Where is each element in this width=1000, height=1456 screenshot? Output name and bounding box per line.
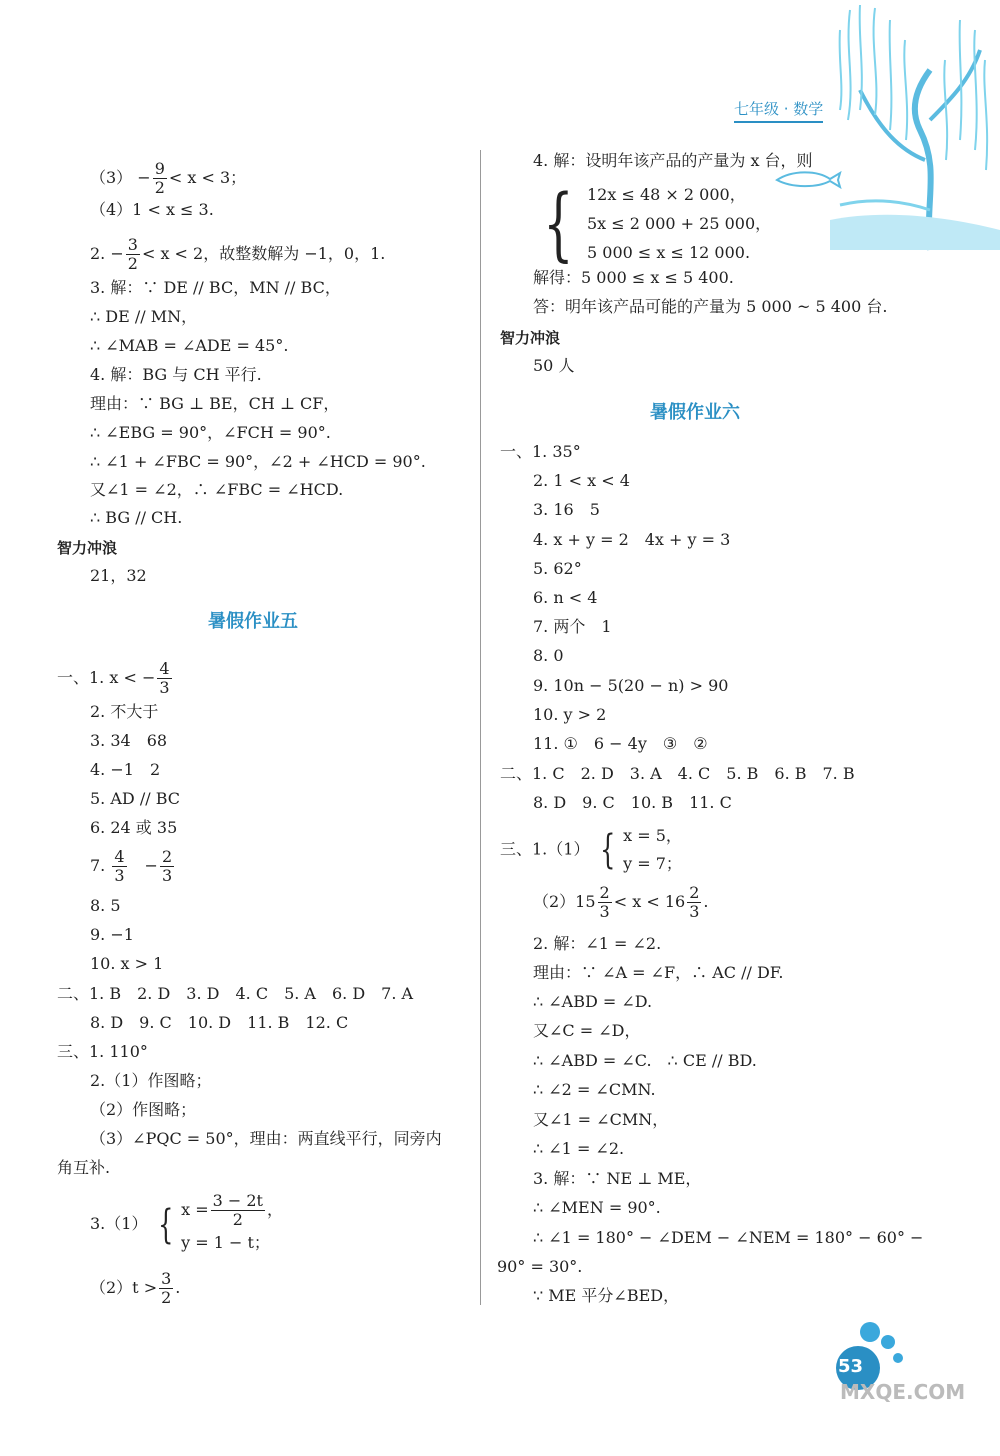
answer-line: 8. D 9. C 10. D 11. B 12. C: [90, 1013, 349, 1032]
answer-line: ∴ BG // CH.: [90, 508, 183, 527]
answer-line: 2.（1）作图略；: [90, 1071, 212, 1090]
answer-line: ∴ ∠1 + ∠FBC = 90°，∠2 + ∠HCD = 90°.: [90, 452, 426, 471]
answer-line: ∴ ∠MAB = ∠ADE = 45°.: [90, 336, 289, 355]
section-subtitle: 智力冲浪: [57, 539, 118, 557]
answer-line: 角互补.: [57, 1158, 111, 1177]
answer-line: 10. x > 1: [90, 954, 164, 973]
section-subtitle: 智力冲浪: [500, 329, 561, 347]
answer-line: 7. 两个 1: [533, 617, 612, 636]
answer-line: ∴ DE // MN，: [90, 307, 198, 326]
answer-line: 6. 24 或 35: [90, 818, 178, 837]
answer-line: ∴ ∠ABD = ∠C. ∴ CE // BD.: [533, 1051, 757, 1070]
answer-line: 理由：∵ ∠A = ∠F，∴ AC // DF.: [533, 963, 784, 982]
watermark: MXQE.COM: [840, 1380, 966, 1404]
answer-line: ∴ ∠1 = ∠2.: [533, 1139, 625, 1158]
answer-line: 90° = 30°.: [497, 1257, 583, 1276]
answer-line: 6. n < 4: [533, 588, 598, 607]
answer-line: 3. 解：∵ NE ⊥ ME，: [533, 1169, 702, 1188]
answer-line: 二、1. B 2. D 3. D 4. C 5. A 6. D 7. A: [57, 984, 414, 1003]
answer-line: 二、1. C 2. D 3. A 4. C 5. B 6. B 7. B: [500, 764, 855, 783]
answer-line: ∵ ME 平分∠BED，: [533, 1286, 680, 1305]
answer-line: ∴ ∠MEN = 90°.: [533, 1198, 661, 1217]
answer-line: ∴ ∠2 = ∠CMN.: [533, 1080, 656, 1099]
answer-line: （2）15 $\frac{2}{3}$ < x < 16 $\frac{2}{3}$ .: [533, 883, 709, 921]
answer-line: 解得：5 000 ≤ x ≤ 5 400.: [533, 268, 734, 287]
answer-line: 4. 解：设明年该产品的产量为 x 台，则: [533, 151, 813, 170]
answer-line: 理由：∵ BG ⊥ BE，CH ⊥ CF，: [90, 394, 340, 413]
answer-line: 10. y > 2: [533, 705, 607, 724]
answer-line: 三、1. 110°: [57, 1042, 148, 1061]
answer-line: 9. −1: [90, 925, 134, 944]
equation-system: 3.（1） { x = $\frac{3 - 2t}{2}$ ， y = 1 − t；: [90, 1191, 283, 1252]
column-divider: [480, 150, 481, 1305]
answer-line: （2）作图略；: [90, 1100, 197, 1119]
answer-line: ∴ ∠1 = 180° − ∠DEM − ∠NEM = 180° − 60° −: [533, 1228, 924, 1247]
answer-line: 5. 62°: [533, 559, 582, 578]
answer-line: 7. $\frac{4}{3}$ − $\frac{2}{3}$: [90, 847, 173, 885]
answer-line: 答：明年该产品可能的产量为 5 000 ~ 5 400 台.: [533, 297, 888, 316]
answer-line: （2）t > $\frac{3}{2}$ .: [90, 1269, 181, 1307]
answer-line: 3. 解：∵ DE // BC，MN // BC，: [90, 278, 341, 297]
answer-line: 一、1. x < − $\frac{4}{3}$: [57, 659, 170, 697]
section-title: 暑假作业五: [208, 611, 298, 632]
answer-line: （3） − $\frac{9}{2}$ < x < 3；: [90, 159, 247, 197]
answer-line: ∴ ∠EBG = 90°，∠FCH = 90°.: [90, 423, 331, 442]
fish-icon: [772, 168, 842, 190]
answer-line: 4. 解：BG 与 CH 平行.: [90, 365, 262, 384]
answer-line: 3. 34 68: [90, 731, 168, 750]
answer-line: 8. 0: [533, 646, 564, 665]
page-number: 53: [838, 1356, 864, 1377]
answer-line: 21，32: [90, 566, 147, 585]
answer-line: 2. 1 < x < 4: [533, 471, 630, 490]
answer-line: 9. 10n − 5(20 − n) > 90: [533, 676, 729, 695]
answer-line: 又∠1 = ∠CMN，: [533, 1110, 669, 1129]
answer-line: 2. − $\frac{3}{2}$ < x < 2，故整数解为 −1，0，1.: [90, 235, 386, 273]
answer-line: ∴ ∠ABD = ∠D.: [533, 992, 653, 1011]
tree-illustration: [820, 0, 1000, 260]
answer-line: 3. 16 5: [533, 500, 600, 519]
answer-line: 又∠1 = ∠2，∴ ∠FBC = ∠HCD.: [90, 480, 344, 499]
answer-line: 2. 不大于: [90, 702, 159, 721]
answer-line: （3）∠PQC = 50°，理由：两直线平行，同旁内: [90, 1129, 442, 1148]
answer-line: 2. 解：∠1 = ∠2.: [533, 934, 662, 953]
answer-line: 4. −1 2: [90, 760, 161, 779]
answer-line: 又∠C = ∠D，: [533, 1021, 641, 1040]
answer-line: 8. D 9. C 10. B 11. C: [533, 793, 732, 812]
answer-line: 50 人: [533, 356, 575, 375]
answer-line: 5. AD // BC: [90, 789, 180, 808]
answer-line: 11. ① 6 − 4y ③ ②: [533, 734, 708, 753]
answer-line: 8. 5: [90, 896, 121, 915]
section-title: 暑假作业六: [650, 402, 740, 423]
answer-line: 一、1. 35°: [500, 442, 581, 461]
equation-system: { 12x ≤ 48 × 2 000， 5x ≤ 2 000 + 25 000， 5 000 ≤ x ≤ 12 000.: [543, 176, 772, 270]
answer-line: （4）1 < x ≤ 3.: [90, 200, 214, 219]
answer-line: 4. x + y = 2 4x + y = 3: [533, 530, 731, 549]
equation-system: 三、1.（1） { x = 5， y = 7；: [500, 826, 682, 873]
page-header: 七年级 · 数学: [734, 98, 823, 123]
